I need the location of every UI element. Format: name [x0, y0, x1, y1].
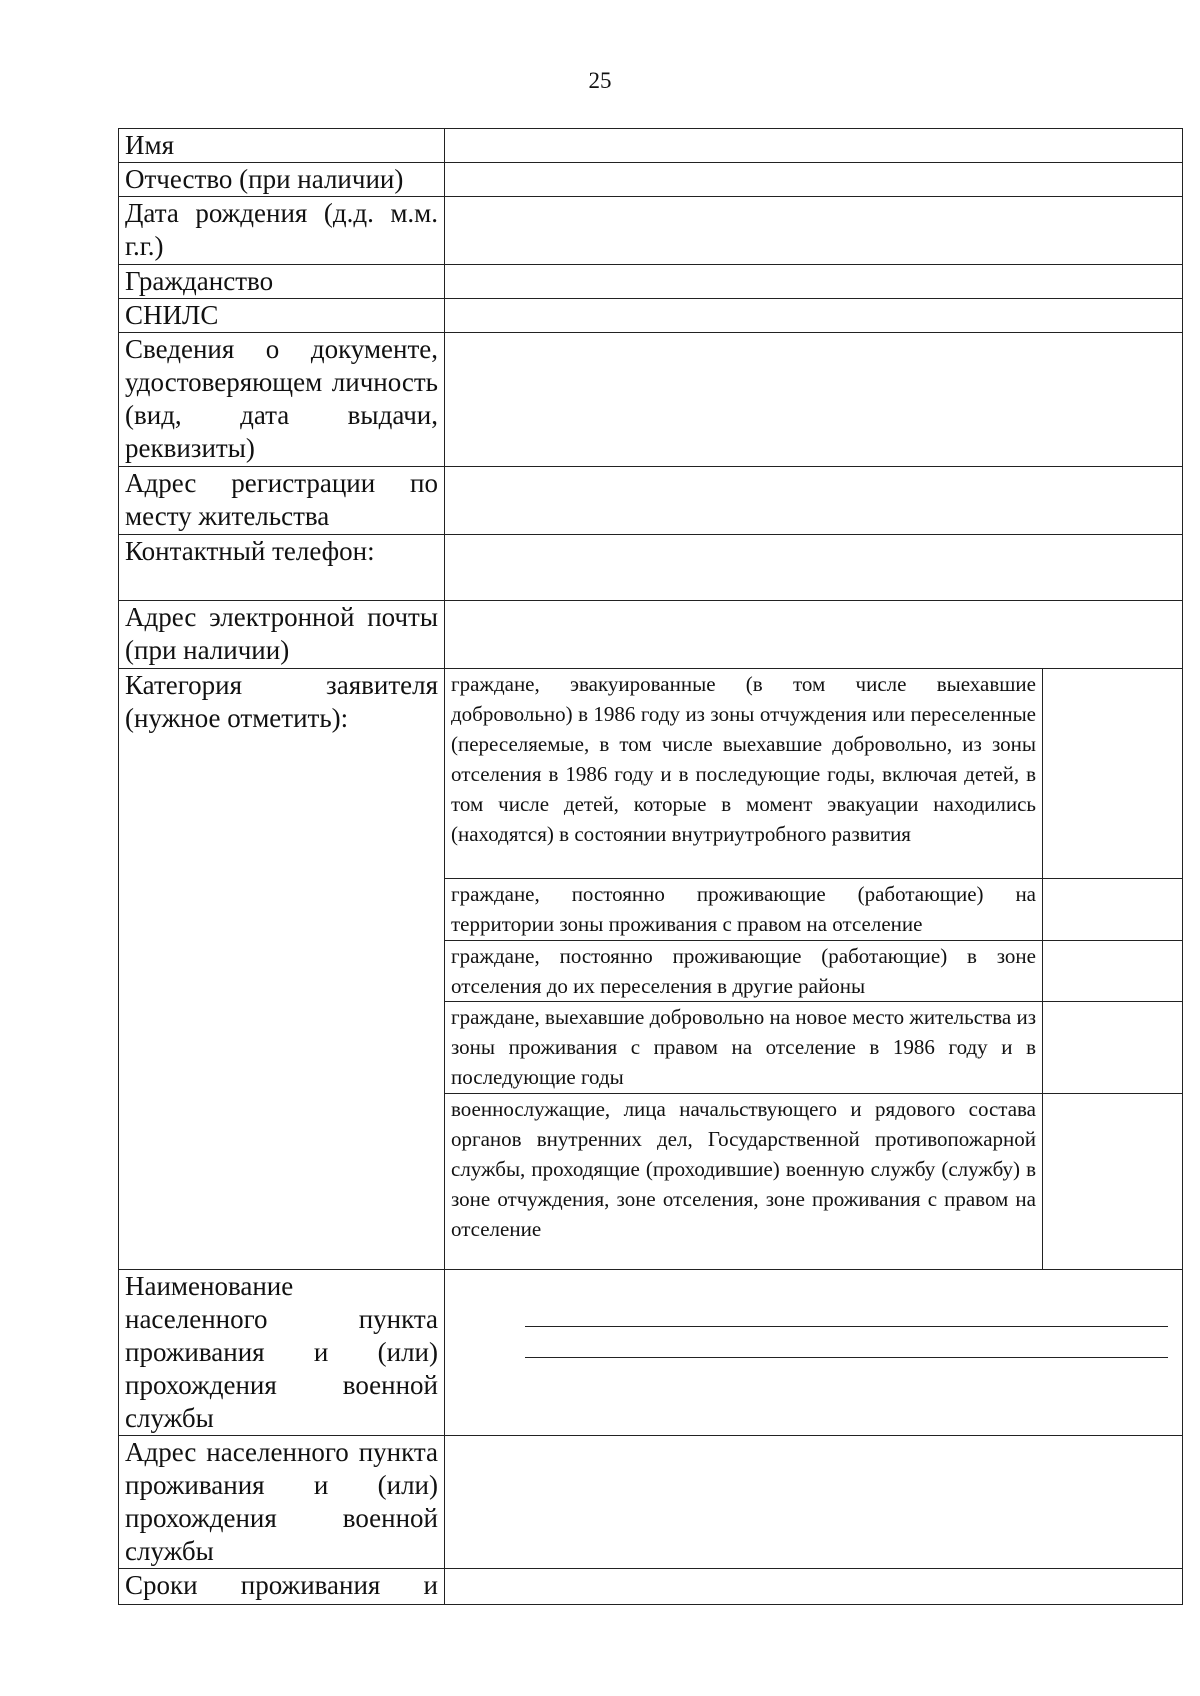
- citizenship-label: Гражданство: [119, 265, 445, 299]
- id-document-field[interactable]: [445, 333, 1183, 467]
- residence-terms-label: Сроки проживания и: [119, 1569, 445, 1605]
- category-option-checkbox[interactable]: [1043, 941, 1183, 1002]
- settlement-address-label: Адрес населенного пункта проживания и (или) прохождения военной службы: [119, 1436, 445, 1569]
- citizenship-field[interactable]: [445, 265, 1183, 299]
- settlement-address-field[interactable]: [445, 1436, 1183, 1569]
- page-number: 25: [588, 68, 612, 93]
- settlement-name-label: Наименование населенного пункта проживания и (или) прохождения военной службы: [119, 1270, 445, 1436]
- row-id-document: [119, 333, 1183, 467]
- email-field[interactable]: [445, 601, 1183, 669]
- row-residence-terms: [119, 1569, 1183, 1605]
- residence-terms-field[interactable]: [445, 1569, 1183, 1605]
- birth-date-label: Дата рождения (д.д. м.м. г.г.): [119, 197, 445, 265]
- row-citizenship: [119, 265, 1183, 299]
- category-option-checkbox[interactable]: [1043, 1094, 1183, 1270]
- category-option-checkbox[interactable]: [1043, 669, 1183, 879]
- applicant-category-label: Категория заявителя (нужное отметить):: [119, 669, 445, 1270]
- row-contact-phone: [119, 535, 1183, 601]
- row-email: [119, 601, 1183, 669]
- row-birth-date: [119, 197, 1183, 265]
- contact-phone-label: Контактный телефон:: [119, 535, 445, 601]
- fill-line: [525, 1357, 1168, 1358]
- registration-address-field[interactable]: [445, 467, 1183, 535]
- registration-address-label: Адрес регистрации по месту жительства: [119, 467, 445, 535]
- settlement-name-field[interactable]: [445, 1270, 1183, 1436]
- first-name-label: Имя: [119, 129, 445, 163]
- row-category-option-1: [119, 669, 1183, 879]
- id-document-label: Сведения о документе, удостоверяющем личность (вид, дата выдачи, реквизиты): [119, 333, 445, 467]
- category-option-text: военнослужащие, лица начальствующего и рядового состава органов внутренних дел, Государственной противопожарной службы, проходящие (проходившие) военную службу (службу) в зоне отчуждения, зоне отселения, зоне проживания с правом на отселение: [445, 1094, 1043, 1270]
- category-option-text: граждане, постоянно проживающие (работающие) в зоне отселения до их переселения в другие районы: [445, 941, 1043, 1002]
- email-label: Адрес электронной почты (при наличии): [119, 601, 445, 669]
- row-settlement-address: [119, 1436, 1183, 1569]
- contact-phone-field[interactable]: [445, 535, 1183, 601]
- category-option-text: граждане, выехавшие добровольно на новое место жительства из зоны проживания с правом на отселение в 1986 году и в последующие годы: [445, 1002, 1043, 1094]
- fill-line: [525, 1326, 1168, 1327]
- category-option-checkbox[interactable]: [1043, 1002, 1183, 1094]
- category-option-checkbox[interactable]: [1043, 879, 1183, 941]
- category-option-text: граждане, эвакуированные (в том числе выехавшие добровольно) в 1986 году из зоны отчуждения или переселенные (переселяемые, в том числе выехавшие добровольно, из зоны отселения в 1986 году и в последующие годы, включая детей, в том числе детей, которые в момент эвакуации находились (находятся) в состоянии внутриутробного развития: [445, 669, 1043, 879]
- row-first-name: [119, 129, 1183, 163]
- settlement-name-lines: [445, 1270, 1182, 1358]
- patronymic-field[interactable]: [445, 163, 1183, 197]
- birth-date-field[interactable]: [445, 197, 1183, 265]
- row-registration-address: [119, 467, 1183, 535]
- row-snils: [119, 299, 1183, 333]
- snils-field[interactable]: [445, 299, 1183, 333]
- first-name-field[interactable]: [445, 129, 1183, 163]
- row-patronymic: [119, 163, 1183, 197]
- application-form-table: [118, 128, 1183, 1605]
- snils-label: СНИЛС: [119, 299, 445, 333]
- category-option-text: граждане, постоянно проживающие (работающие) на территории зоны проживания с правом на отселение: [445, 879, 1043, 941]
- row-settlement-name: [119, 1270, 1183, 1436]
- patronymic-label: Отчество (при наличии): [119, 163, 445, 197]
